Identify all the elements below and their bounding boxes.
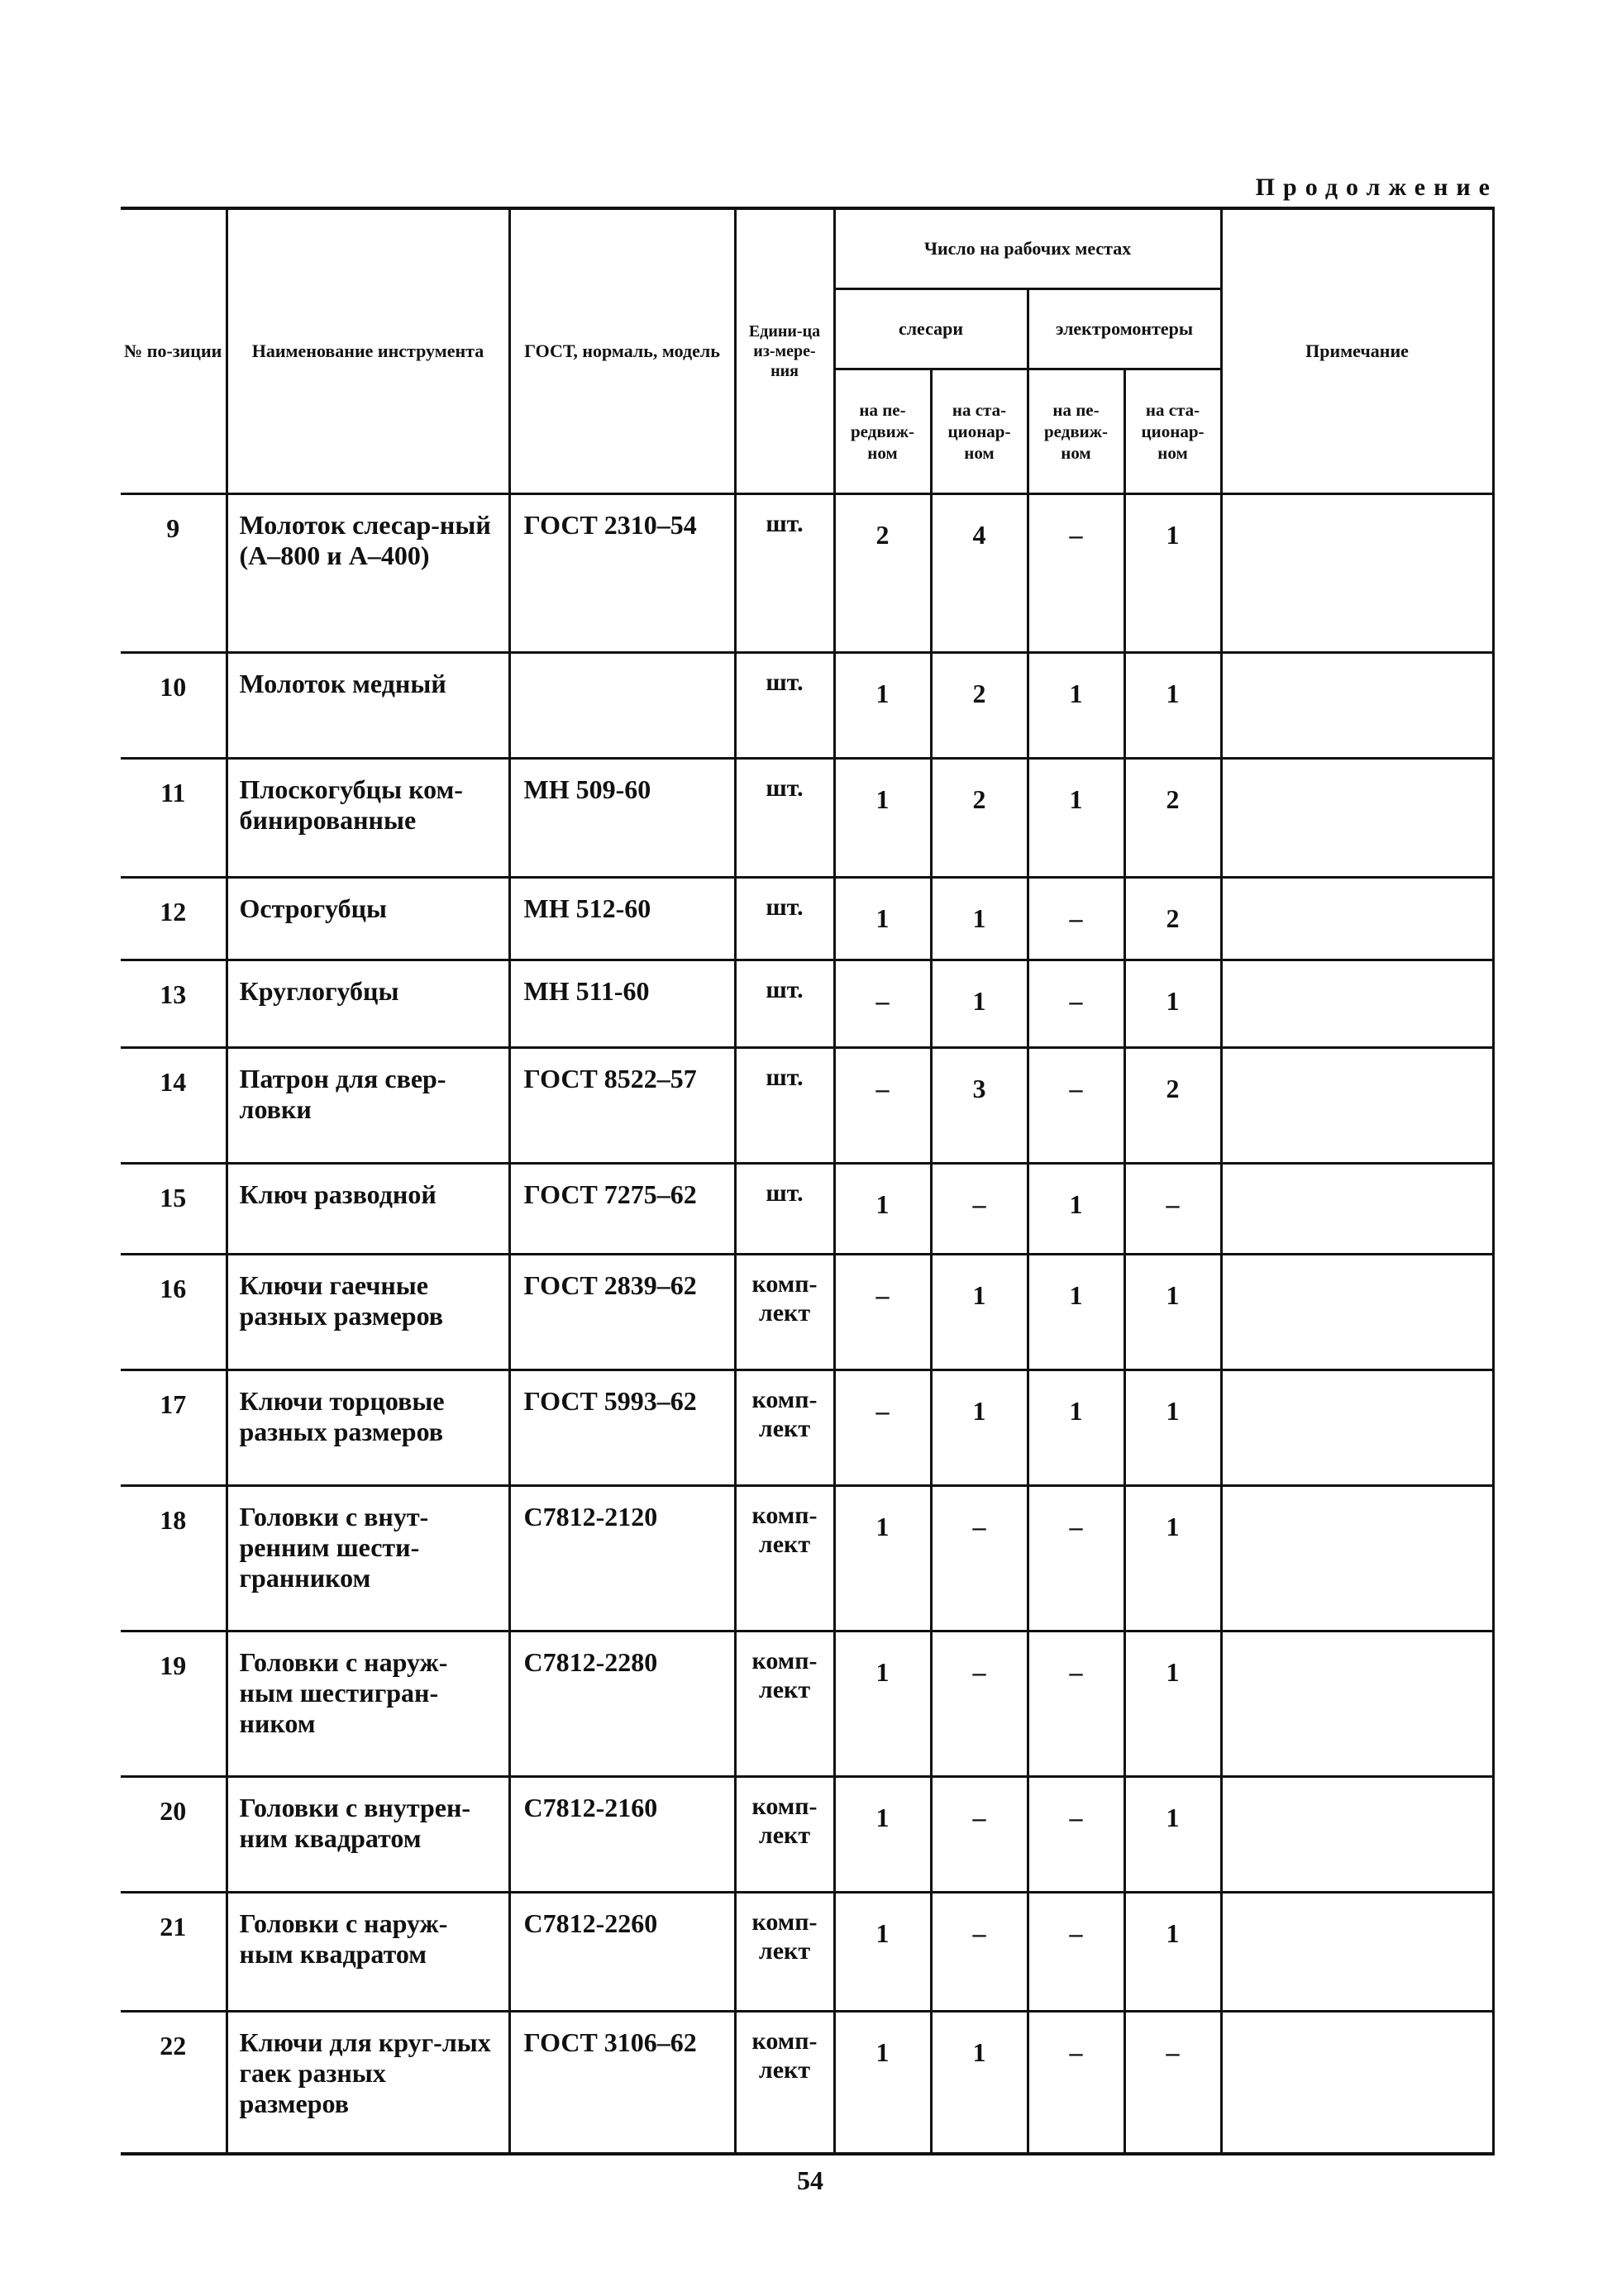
- cell-locksmiths-mobile: 1: [834, 759, 931, 878]
- cell-electricians-stationary: –: [1124, 1164, 1221, 1255]
- cell-locksmiths-mobile: –: [834, 1048, 931, 1164]
- table-row: [121, 1048, 1493, 1164]
- cell-note: [1221, 960, 1493, 1048]
- cell-position: 20: [121, 1777, 227, 1893]
- table-row: [121, 494, 1493, 653]
- cell-position: 15: [121, 1164, 227, 1255]
- cell-note: [1221, 1164, 1493, 1255]
- cell-note: [1221, 1255, 1493, 1370]
- cell-locksmiths-mobile: –: [834, 960, 931, 1048]
- column-header-tool-name: Наименование инструмента: [227, 208, 509, 494]
- table-row: [121, 1255, 1493, 1370]
- cell-note: [1221, 1631, 1493, 1777]
- cell-electricians-mobile: –: [1028, 2012, 1124, 2154]
- cell-tool-name: Головки с внутрен-ним квадратом: [227, 1777, 509, 1893]
- table-row: [121, 1893, 1493, 2012]
- cell-tool-name: Головки с наруж-ным шестигран-ником: [227, 1631, 509, 1777]
- cell-electricians-mobile: 1: [1028, 1370, 1124, 1486]
- cell-electricians-mobile: 1: [1028, 1255, 1124, 1370]
- table-row: [121, 1777, 1493, 1893]
- cell-electricians-mobile: 1: [1028, 653, 1124, 759]
- column-header-electricians-stationary: на ста-ционар-ном: [1124, 369, 1221, 494]
- cell-position: 14: [121, 1048, 227, 1164]
- table-row: [121, 1486, 1493, 1631]
- continuation-label: Продолжение: [1255, 174, 1498, 201]
- cell-position: 19: [121, 1631, 227, 1777]
- cell-electricians-mobile: –: [1028, 960, 1124, 1048]
- cell-position: 16: [121, 1255, 227, 1370]
- cell-electricians-stationary: 1: [1124, 653, 1221, 759]
- cell-gost: МН 509-60: [509, 759, 735, 878]
- cell-gost: ГОСТ 7275–62: [509, 1164, 735, 1255]
- cell-electricians-stationary: 1: [1124, 494, 1221, 653]
- cell-electricians-mobile: –: [1028, 1893, 1124, 2012]
- cell-electricians-stationary: 2: [1124, 878, 1221, 960]
- cell-locksmiths-stationary: 4: [931, 494, 1028, 653]
- cell-locksmiths-mobile: –: [834, 1255, 931, 1370]
- cell-unit: комп-лект: [735, 1777, 834, 1893]
- cell-gost: С7812-2260: [509, 1893, 735, 2012]
- cell-note: [1221, 878, 1493, 960]
- column-header-locksmiths-mobile: на пе-редвиж-ном: [834, 369, 931, 494]
- cell-locksmiths-mobile: 1: [834, 878, 931, 960]
- column-header-electricians: электромонтеры: [1028, 289, 1221, 369]
- column-header-workplace-count: Число на рабочих местах: [834, 208, 1221, 289]
- cell-unit: шт.: [735, 878, 834, 960]
- cell-electricians-mobile: 1: [1028, 1164, 1124, 1255]
- cell-gost: МН 511-60: [509, 960, 735, 1048]
- cell-position: 10: [121, 653, 227, 759]
- table-row: [121, 2012, 1493, 2154]
- column-header-locksmiths-stationary: на ста-ционар-ном: [931, 369, 1028, 494]
- column-header-position: № по-зиции: [121, 208, 227, 494]
- cell-electricians-stationary: 1: [1124, 1893, 1221, 2012]
- cell-electricians-mobile: –: [1028, 878, 1124, 960]
- cell-tool-name: Ключ разводной: [227, 1164, 509, 1255]
- cell-gost: ГОСТ 3106–62: [509, 2012, 735, 2154]
- cell-electricians-stationary: 1: [1124, 1370, 1221, 1486]
- cell-tool-name: Головки с наруж-ным квадратом: [227, 1893, 509, 2012]
- cell-electricians-stationary: 1: [1124, 1777, 1221, 1893]
- cell-unit: шт.: [735, 1048, 834, 1164]
- cell-unit: шт.: [735, 494, 834, 653]
- cell-position: 9: [121, 494, 227, 653]
- cell-electricians-stationary: 1: [1124, 1631, 1221, 1777]
- cell-locksmiths-mobile: 1: [834, 1486, 931, 1631]
- cell-locksmiths-stationary: 1: [931, 1370, 1028, 1486]
- column-header-gost: ГОСТ, нормаль, модель: [509, 208, 735, 494]
- cell-note: [1221, 1370, 1493, 1486]
- column-header-unit: Едини-ца из-мере-ния: [735, 208, 834, 494]
- cell-electricians-mobile: –: [1028, 1486, 1124, 1631]
- cell-unit: комп-лект: [735, 2012, 834, 2154]
- table-body: [121, 494, 1493, 2154]
- cell-tool-name: Ключи гаечные разных размеров: [227, 1255, 509, 1370]
- cell-locksmiths-mobile: 1: [834, 1893, 931, 2012]
- cell-note: [1221, 1048, 1493, 1164]
- cell-tool-name: Патрон для свер-ловки: [227, 1048, 509, 1164]
- cell-gost: ГОСТ 5993–62: [509, 1370, 735, 1486]
- cell-electricians-stationary: 1: [1124, 1486, 1221, 1631]
- cell-locksmiths-stationary: 1: [931, 878, 1028, 960]
- cell-electricians-mobile: –: [1028, 494, 1124, 653]
- column-header-note: Примечание: [1221, 208, 1493, 494]
- cell-locksmiths-stationary: 2: [931, 653, 1028, 759]
- cell-locksmiths-stationary: –: [931, 1777, 1028, 1893]
- column-header-locksmiths: слесари: [834, 289, 1028, 369]
- cell-electricians-stationary: –: [1124, 2012, 1221, 2154]
- cell-tool-name: Плоскогубцы ком-бинированные: [227, 759, 509, 878]
- cell-locksmiths-mobile: 1: [834, 1777, 931, 1893]
- cell-note: [1221, 494, 1493, 653]
- cell-gost: МН 512-60: [509, 878, 735, 960]
- cell-note: [1221, 1486, 1493, 1631]
- cell-electricians-mobile: –: [1028, 1048, 1124, 1164]
- cell-gost: С7812-2120: [509, 1486, 735, 1631]
- cell-unit: шт.: [735, 1164, 834, 1255]
- cell-unit: шт.: [735, 960, 834, 1048]
- cell-unit: шт.: [735, 759, 834, 878]
- cell-locksmiths-stationary: –: [931, 1893, 1028, 2012]
- cell-locksmiths-stationary: 1: [931, 2012, 1028, 2154]
- cell-locksmiths-stationary: 3: [931, 1048, 1028, 1164]
- table-header: [121, 208, 1493, 494]
- cell-locksmiths-stationary: –: [931, 1631, 1028, 1777]
- table-row: [121, 653, 1493, 759]
- table-row: [121, 1164, 1493, 1255]
- cell-locksmiths-mobile: 1: [834, 653, 931, 759]
- cell-locksmiths-mobile: 2: [834, 494, 931, 653]
- table-row: [121, 960, 1493, 1048]
- cell-note: [1221, 759, 1493, 878]
- cell-position: 21: [121, 1893, 227, 2012]
- table-row: [121, 1631, 1493, 1777]
- cell-position: 22: [121, 2012, 227, 2154]
- column-header-electricians-mobile: на пе-редвиж-ном: [1028, 369, 1124, 494]
- cell-position: 12: [121, 878, 227, 960]
- cell-position: 18: [121, 1486, 227, 1631]
- cell-note: [1221, 1893, 1493, 2012]
- cell-note: [1221, 653, 1493, 759]
- cell-electricians-mobile: 1: [1028, 759, 1124, 878]
- cell-electricians-stationary: 1: [1124, 960, 1221, 1048]
- cell-position: 11: [121, 759, 227, 878]
- cell-note: [1221, 2012, 1493, 2154]
- cell-unit: комп-лект: [735, 1255, 834, 1370]
- cell-unit: комп-лект: [735, 1486, 834, 1631]
- cell-gost: С7812-2280: [509, 1631, 735, 1777]
- cell-electricians-mobile: –: [1028, 1631, 1124, 1777]
- cell-tool-name: Острогубцы: [227, 878, 509, 960]
- cell-locksmiths-mobile: –: [834, 1370, 931, 1486]
- cell-unit: комп-лект: [735, 1631, 834, 1777]
- table-row: [121, 1370, 1493, 1486]
- cell-electricians-mobile: –: [1028, 1777, 1124, 1893]
- cell-locksmiths-stationary: 1: [931, 960, 1028, 1048]
- cell-electricians-stationary: 2: [1124, 759, 1221, 878]
- cell-locksmiths-stationary: –: [931, 1164, 1028, 1255]
- cell-tool-name: Головки с внут-ренним шести-гранником: [227, 1486, 509, 1631]
- cell-unit: шт.: [735, 653, 834, 759]
- cell-locksmiths-mobile: 1: [834, 2012, 931, 2154]
- cell-position: 17: [121, 1370, 227, 1486]
- cell-tool-name: Ключи для круг-лых гаек разных размеров: [227, 2012, 509, 2154]
- cell-tool-name: Молоток слесар-ный (А–800 и А–400): [227, 494, 509, 653]
- cell-unit: комп-лект: [735, 1893, 834, 2012]
- cell-note: [1221, 1777, 1493, 1893]
- cell-gost: ГОСТ 2310–54: [509, 494, 735, 653]
- table-row: [121, 759, 1493, 878]
- tools-table: [121, 207, 1495, 2155]
- cell-electricians-stationary: 2: [1124, 1048, 1221, 1164]
- cell-unit: комп-лект: [735, 1370, 834, 1486]
- cell-tool-name: Круглогубцы: [227, 960, 509, 1048]
- cell-gost: ГОСТ 2839–62: [509, 1255, 735, 1370]
- cell-electricians-stationary: 1: [1124, 1255, 1221, 1370]
- cell-tool-name: Молоток медный: [227, 653, 509, 759]
- cell-locksmiths-stationary: 1: [931, 1255, 1028, 1370]
- page-number: 54: [797, 2165, 823, 2195]
- cell-locksmiths-mobile: 1: [834, 1164, 931, 1255]
- cell-locksmiths-stationary: –: [931, 1486, 1028, 1631]
- cell-gost: [509, 653, 735, 759]
- cell-tool-name: Ключи торцовые разных размеров: [227, 1370, 509, 1486]
- cell-gost: ГОСТ 8522–57: [509, 1048, 735, 1164]
- table-row: [121, 878, 1493, 960]
- cell-position: 13: [121, 960, 227, 1048]
- cell-gost: С7812-2160: [509, 1777, 735, 1893]
- cell-locksmiths-stationary: 2: [931, 759, 1028, 878]
- cell-locksmiths-mobile: 1: [834, 1631, 931, 1777]
